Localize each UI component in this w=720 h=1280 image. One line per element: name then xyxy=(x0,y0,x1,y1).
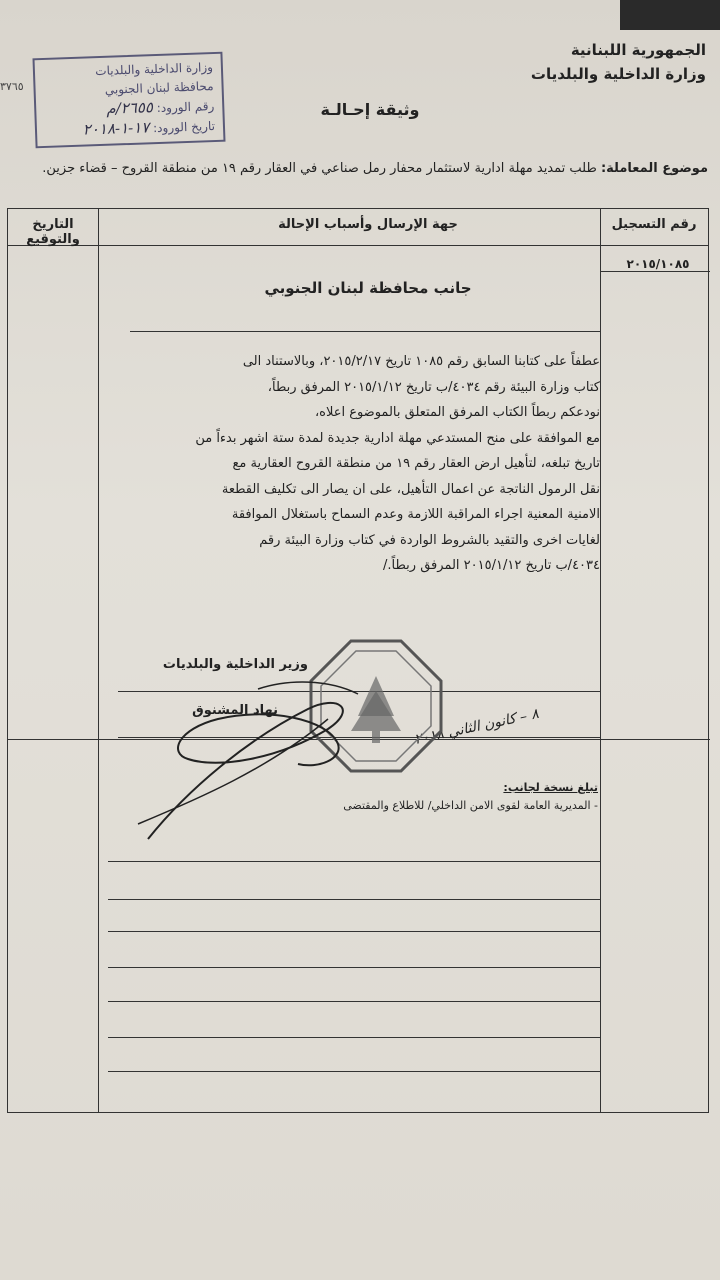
column-divider xyxy=(98,209,99,1112)
stamp-line-ministry: وزارة الداخلية والبلديات xyxy=(95,60,214,79)
ruled-line xyxy=(108,1037,600,1038)
copy-to-recipient: - المديرية العامة لقوى الامن الداخلي/ للاطلاع والمقتضى xyxy=(343,799,598,812)
background-corner xyxy=(620,0,720,30)
recipient: جانب محافظة لبنان الجنوبي xyxy=(264,279,472,297)
side-number: ٣٧٦٥ xyxy=(0,80,24,93)
column-divider xyxy=(600,209,601,1112)
stamp-line-number: رقم الورود: ٢٦٥٥/م xyxy=(106,98,215,118)
document-title: وثيقة إحـالـة xyxy=(320,100,420,119)
body-line: نقل الرمول الناتجة عن اعمال التأهيل، على ان يصار الى تكليف القطعة xyxy=(221,481,600,497)
body-line: الامنية المعنية اجراء المراقبة اللازمة وعدم السماح باستغلال الموافقة xyxy=(231,507,600,522)
header-divider xyxy=(8,245,708,246)
minister-name: نهاد المشنوق xyxy=(192,703,278,718)
body-line: تاريخ تبلغه، لتأهيل ارض العقار رقم ١٩ من منطقة القروح العقارية مع xyxy=(232,456,600,471)
receipt-stamp xyxy=(32,52,225,149)
body-line: نودعكم ربطاً الكتاب المرفق المتعلق بالموضوع اعلاه، xyxy=(314,405,600,420)
body-line: عطفاً على كتابنا السابق رقم ١٠٨٥ تاريخ ٢٠١٥/٢/١٧، وبالاستناد الى xyxy=(242,354,600,369)
referral-table xyxy=(7,208,709,1113)
row-divider xyxy=(600,271,710,272)
handwritten-date: ٨ – كانون الثاني ٢٠١٨ xyxy=(412,705,541,749)
stamp-line-governorate: محافظة لبنان الجنوبي xyxy=(104,79,214,97)
ruled-line xyxy=(108,1001,600,1002)
subject xyxy=(8,158,708,180)
ministry-name: وزارة الداخلية والبلديات xyxy=(530,65,706,83)
referral-body xyxy=(130,349,600,579)
column-header-date: التاريخ والتوقيع xyxy=(26,217,80,247)
republic-name: الجمهورية اللبنانية xyxy=(570,41,706,59)
column-header-register: رقم التسجيل xyxy=(611,217,697,232)
body-line: ٤٠٣٤/ب تاريخ ٢٠١٥/١/١٢ المرفق ربطاً./ xyxy=(383,558,600,573)
subject-label: موضوع المعاملة: xyxy=(600,161,708,176)
body-line: مع الموافقة على منح المستدعي مهلة ادارية جديدة لمدة ستة اشهر بدءاً من xyxy=(195,430,600,446)
stamp-number-value: ٢٦٥٥/م xyxy=(106,98,154,118)
body-line: كتاب وزارة البيئة رقم ٤٠٣٤/ب تاريخ ٢٠١٥/١/١٢ المرفق ربطاً، xyxy=(267,379,600,395)
minister-title: وزير الداخلية والبلديات xyxy=(162,657,308,672)
stamp-date-value: ١٧-١-٢٠١٨ xyxy=(82,118,150,139)
row-divider xyxy=(130,331,600,332)
ruled-line xyxy=(108,1071,600,1072)
ruled-line xyxy=(108,931,600,932)
subject-text: طلب تمديد مهلة ادارية لاستثمار محفار رمل صناعي في العقار رقم ١٩ من منطقة القروح – قضاء جزين. xyxy=(42,161,597,176)
ruled-line xyxy=(108,899,600,900)
signature-icon xyxy=(128,649,378,849)
column-header-destination: جهة الإرسال وأسباب الإحالة xyxy=(278,217,458,232)
copy-to-label: تبلغ نسخة لجانب: xyxy=(503,781,598,794)
register-number: ٢٠١٥/١٠٨٥ xyxy=(626,257,690,271)
ruled-line xyxy=(108,967,600,968)
letterhead xyxy=(506,38,706,86)
body-line: لغايات اخرى والتقيد بالشروط الواردة في كتاب وزارة البيئة رقم xyxy=(259,532,600,548)
ruled-line xyxy=(108,861,600,862)
stamp-line-date: تاريخ الورود: ١٧-١-٢٠١٨ xyxy=(82,118,216,139)
